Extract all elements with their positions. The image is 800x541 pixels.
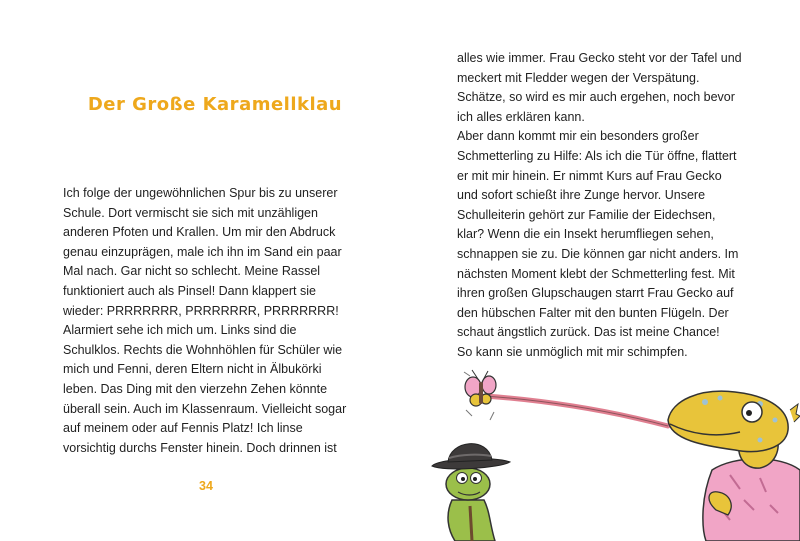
right-page-text [457,49,742,363]
text-line: anderen Pfoten und Krallen. Um mir den Abdruck [63,225,336,240]
snake-illustration [432,444,510,541]
text-line: leben. Das Ding mit den vierzehn Zehen könnte [63,381,328,396]
text-line: wieder: PRRRRRRR, PRRRRRRR, PRRRRRRR! [63,303,339,318]
text-line: Schulklos. Rechts die Wohnhöhlen für Schüler wie [63,342,343,357]
text-line: nächsten Moment klebt der Schmetterling fest. Mit [457,266,735,281]
text-line: überall sein. Auch im Klassenraum. Vielleicht sogar [63,401,347,416]
text-line: mich und Fenni, deren Eltern nicht in Älbukörki [63,362,322,377]
text-line: So kann sie unmöglich mit mir schimpfen. [457,344,688,359]
text-line: meckert mit Fledder wegen der Verspätung. [457,70,700,85]
text-line: schaut ängstlich zurück. Das ist meine Chance! [457,325,720,340]
text-line: schnappen sie zu. Die können gar nicht anders. Im [457,246,739,261]
text-line: ich alles erklären kann. [457,109,585,124]
text-line: klar? Wenn die ein Insekt herumfliegen sehen, [457,227,714,242]
text-line: Mal nach. Gar nicht so schlecht. Meine Rassel [63,264,321,279]
text-line: Alarmiert sehe ich mich um. Links sind die [63,323,297,338]
text-line: Ich folge der ungewöhnlichen Spur bis zu unserer [63,186,338,200]
text-line: er mit mir hinein. Er nimmt Kurs auf Frau Gecko [457,168,722,183]
text-line: Aber dann kommt mir ein besonders großer [457,129,699,144]
text-line: vorsichtig durchs Fenster hinein. Doch drinnen ist [63,440,337,455]
text-line: ihren großen Glupschaugen starrt Frau Gecko auf [457,286,734,301]
text-line: genau einzuprägen, male ich ihn im Sand ein paar [63,244,342,259]
gecko-illustration [668,391,800,541]
text-line: Schulleiterin gehört zur Familie der Eidechsen, [457,207,716,222]
text-line: alles wie immer. Frau Gecko steht vor der Tafel und [457,51,742,65]
left-page-text [63,184,346,458]
text-line: den hübschen Falter mit den bunten Flügeln. Der [457,305,729,320]
chapter-title: Der Große Karamellklau [87,94,343,115]
text-line: auf meinem oder auf Fennis Platz! Ich linse [63,421,303,436]
illustration [400,350,800,541]
page-number: 34 [199,479,213,493]
text-line: Schätze, so wird es mir auch ergehen, noch bevor [457,90,735,105]
text-line: funktioniert auch als Pinsel! Dann klappert sie [63,283,316,298]
text-line: und sofort schießt ihre Zunge hervor. Unsere [457,188,706,203]
text-line: Schmetterling zu Hilfe: Als ich die Tür öffne, flattert [457,148,737,163]
gecko-tongue [485,396,668,426]
text-line: Schule. Dort vermischt sie sich mit unzähligen [63,205,318,220]
